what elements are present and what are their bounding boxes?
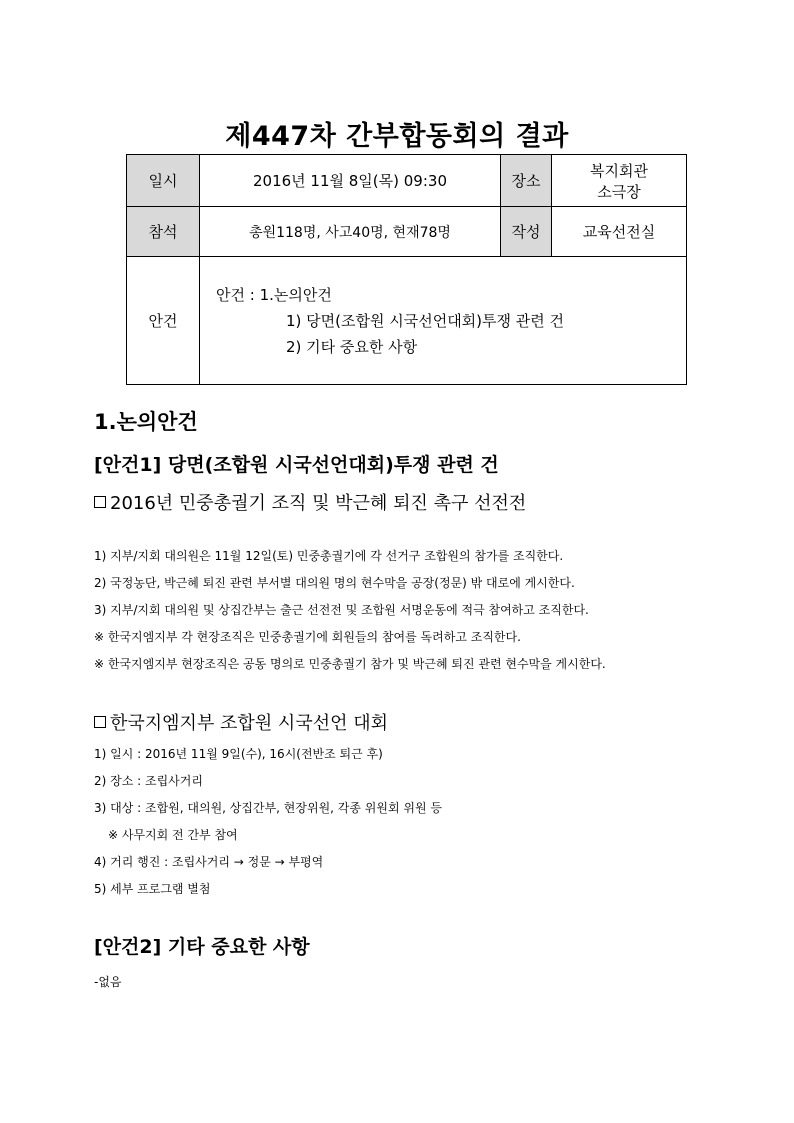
agenda1-sub1-heading — [94, 489, 526, 515]
agenda2-heading: [안건2] 기타 중요한 사항 — [94, 936, 310, 958]
list-item: ※ 한국지엠지부 현장조직은 공동 명의로 민중총궐기 참가 및 박근혜 퇴진 관련 현수막을 게시한다. — [94, 657, 606, 671]
checkbox-square-icon — [94, 496, 106, 508]
place-value — [552, 155, 687, 207]
section-heading-discussion: 1.논의안건 — [94, 410, 198, 434]
list-item: 1) 지부/지회 대의원은 11월 12일(토) 민중총궐기에 각 선거구 조합원의 참가를 조직한다. — [94, 549, 564, 563]
attend-value: 총원118명, 사고40명, 현재78명 — [200, 207, 501, 257]
list-item: 3) 지부/지회 대의원 및 상집간부는 출근 선전전 및 조합원 서명운동에 적극 참여하고 조직한다. — [94, 603, 589, 617]
date-label: 일시 — [127, 155, 200, 207]
agenda1-sub2-title: 한국지엠지부 조합원 시국선언 대회 — [110, 713, 388, 734]
meeting-info-table — [126, 154, 687, 385]
agenda-line-item2: 2) 기타 중요한 사항 — [286, 337, 418, 356]
list-item: 5) 세부 프로그램 별첨 — [94, 882, 211, 896]
agenda-cell — [200, 257, 687, 385]
agenda1-sub1-list — [94, 543, 606, 678]
place-label: 장소 — [501, 155, 552, 207]
list-item: 4) 거리 행진 : 조립사거리 → 정문 → 부평역 — [94, 855, 324, 869]
agenda1-sub2-heading — [94, 709, 388, 735]
list-item: 2) 국정농단, 박근혜 퇴진 관련 부서별 대의원 명의 현수막을 공장(정문) 밖 대로에 게시한다. — [94, 576, 575, 590]
list-item: 2) 장소 : 조립사거리 — [94, 774, 203, 788]
agenda1-sub2-list — [94, 741, 442, 903]
list-item: 3) 대상 : 조합원, 대의원, 상집간부, 현장위원, 각종 위원회 위원 등 — [94, 801, 442, 815]
list-item: ※ 한국지엠지부 각 현장조직은 민중총궐기에 회원들의 참여를 독려하고 조직한다. — [94, 630, 521, 644]
place-value-line2: 소극장 — [597, 182, 641, 201]
place-value-line1: 복지회관 — [590, 161, 648, 180]
agenda1-sub1-title: 2016년 민중총궐기 조직 및 박근혜 퇴진 촉구 선전전 — [110, 493, 527, 514]
attend-label: 참석 — [127, 207, 200, 257]
agenda-line-item1: 1) 당면(조합원 시국선언대회)투쟁 관련 건 — [286, 311, 565, 330]
checkbox-square-icon — [94, 716, 106, 728]
agenda1-heading: [안건1] 당면(조합원 시국선언대회)투쟁 관련 건 — [94, 454, 499, 476]
writer-label: 작성 — [501, 207, 552, 257]
date-value: 2016년 11월 8일(목) 09:30 — [200, 155, 501, 207]
agenda-line-main: 안건 : 1.논의안건 — [216, 285, 332, 304]
writer-value: 교육선전실 — [552, 207, 687, 257]
agenda2-body: -없음 — [94, 975, 122, 989]
page-title: 제447차 간부합동회의 결과 — [225, 121, 569, 152]
list-item: 1) 일시 : 2016년 11월 9일(수), 16시(전반조 퇴근 후) — [94, 747, 383, 761]
agenda-label: 안건 — [127, 257, 200, 385]
list-item: ※ 사무지회 전 간부 참여 — [108, 828, 238, 842]
